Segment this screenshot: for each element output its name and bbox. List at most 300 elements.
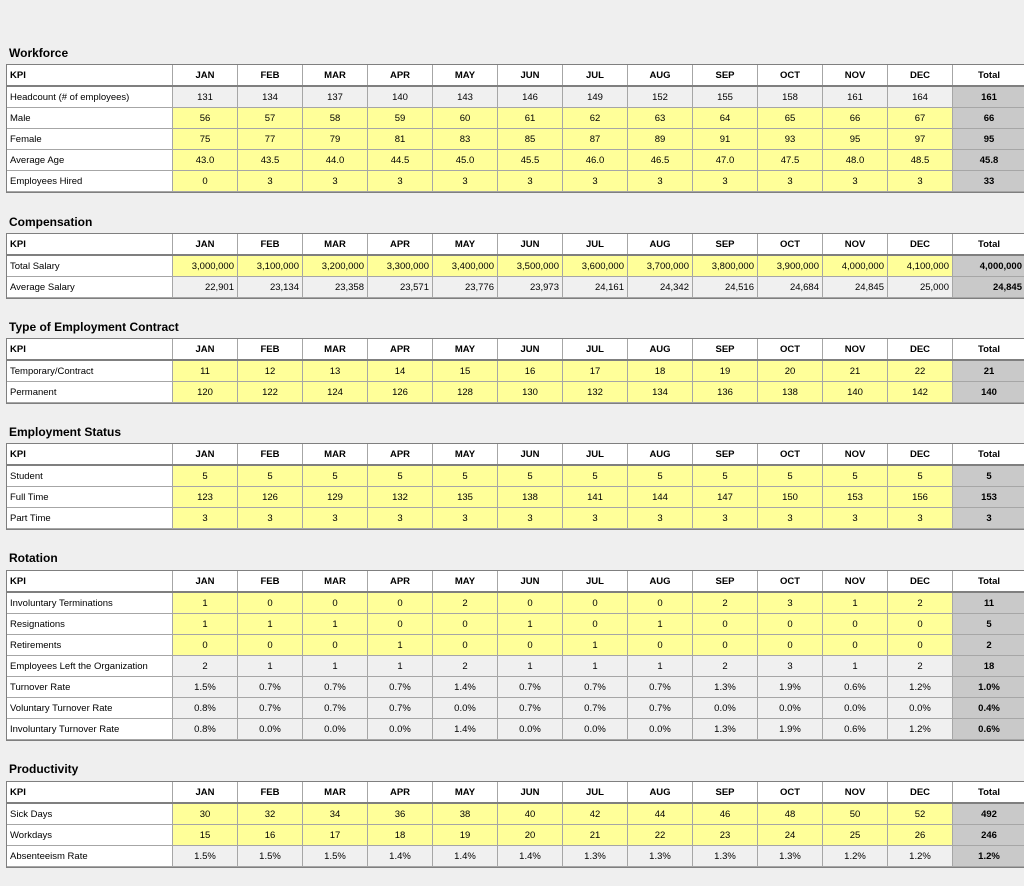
input-cell[interactable]: 2 bbox=[433, 592, 498, 614]
input-cell[interactable]: 32 bbox=[238, 803, 303, 825]
value-cell[interactable]: 0.7% bbox=[563, 677, 628, 698]
input-cell[interactable]: 3 bbox=[563, 171, 628, 192]
month-column-header[interactable]: APR bbox=[368, 782, 433, 804]
input-cell[interactable]: 62 bbox=[563, 108, 628, 129]
value-cell[interactable]: 25,000 bbox=[888, 277, 953, 298]
input-cell[interactable]: 93 bbox=[758, 129, 823, 150]
input-cell[interactable]: 3 bbox=[498, 508, 563, 529]
month-column-header[interactable]: OCT bbox=[758, 65, 823, 87]
month-column-header[interactable]: APR bbox=[368, 444, 433, 466]
value-cell[interactable]: 1.3% bbox=[693, 719, 758, 740]
month-column-header[interactable]: AUG bbox=[628, 782, 693, 804]
month-column-header[interactable]: MAR bbox=[303, 65, 368, 87]
value-cell[interactable]: 1.4% bbox=[433, 719, 498, 740]
total-column-header[interactable]: Total bbox=[953, 65, 1024, 87]
input-cell[interactable]: 87 bbox=[563, 129, 628, 150]
input-cell[interactable]: 21 bbox=[563, 825, 628, 846]
month-column-header[interactable]: MAY bbox=[433, 782, 498, 804]
month-column-header[interactable]: JUL bbox=[563, 65, 628, 87]
month-column-header[interactable]: OCT bbox=[758, 571, 823, 593]
month-column-header[interactable]: JUL bbox=[563, 339, 628, 361]
input-cell[interactable]: 0 bbox=[368, 614, 433, 635]
month-column-header[interactable]: JUN bbox=[498, 234, 563, 256]
input-cell[interactable]: 0 bbox=[823, 614, 888, 635]
input-cell[interactable]: 3,100,000 bbox=[238, 255, 303, 277]
input-cell[interactable]: 47.0 bbox=[693, 150, 758, 171]
value-cell[interactable]: 1.5% bbox=[173, 846, 238, 867]
month-column-header[interactable]: NOV bbox=[823, 782, 888, 804]
month-column-header[interactable]: JUN bbox=[498, 65, 563, 87]
value-cell[interactable]: 0.0% bbox=[823, 698, 888, 719]
value-cell[interactable]: 131 bbox=[173, 86, 238, 108]
total-cell[interactable]: 24,845 bbox=[953, 277, 1024, 298]
month-column-header[interactable]: FEB bbox=[238, 339, 303, 361]
value-cell[interactable]: 0.7% bbox=[628, 698, 693, 719]
input-cell[interactable]: 0 bbox=[433, 635, 498, 656]
input-cell[interactable]: 1 bbox=[173, 592, 238, 614]
input-cell[interactable]: 3 bbox=[628, 171, 693, 192]
input-cell[interactable]: 77 bbox=[238, 129, 303, 150]
input-cell[interactable]: 75 bbox=[173, 129, 238, 150]
total-cell[interactable]: 1.2% bbox=[953, 846, 1024, 867]
value-cell[interactable]: 23,571 bbox=[368, 277, 433, 298]
input-cell[interactable]: 0 bbox=[563, 614, 628, 635]
input-cell[interactable]: 132 bbox=[563, 382, 628, 403]
total-cell[interactable]: 2 bbox=[953, 635, 1024, 656]
input-cell[interactable]: 0 bbox=[368, 592, 433, 614]
input-cell[interactable]: 3,900,000 bbox=[758, 255, 823, 277]
value-cell[interactable]: 164 bbox=[888, 86, 953, 108]
month-column-header[interactable]: AUG bbox=[628, 571, 693, 593]
input-cell[interactable]: 64 bbox=[693, 108, 758, 129]
input-cell[interactable]: 140 bbox=[823, 382, 888, 403]
input-cell[interactable]: 3 bbox=[563, 508, 628, 529]
month-column-header[interactable]: APR bbox=[368, 65, 433, 87]
input-cell[interactable]: 129 bbox=[303, 487, 368, 508]
total-cell[interactable]: 161 bbox=[953, 86, 1024, 108]
total-cell[interactable]: 45.8 bbox=[953, 150, 1024, 171]
value-cell[interactable]: 0.7% bbox=[563, 698, 628, 719]
input-cell[interactable]: 0 bbox=[628, 592, 693, 614]
input-cell[interactable]: 36 bbox=[368, 803, 433, 825]
value-cell[interactable]: 0.8% bbox=[173, 698, 238, 719]
value-cell[interactable]: 1.4% bbox=[368, 846, 433, 867]
input-cell[interactable]: 18 bbox=[368, 825, 433, 846]
input-cell[interactable]: 3 bbox=[758, 508, 823, 529]
input-cell[interactable]: 3 bbox=[498, 171, 563, 192]
value-cell[interactable]: 1 bbox=[303, 656, 368, 677]
value-cell[interactable]: 0.6% bbox=[823, 677, 888, 698]
input-cell[interactable]: 3 bbox=[693, 508, 758, 529]
input-cell[interactable]: 43.0 bbox=[173, 150, 238, 171]
month-column-header[interactable]: JAN bbox=[173, 65, 238, 87]
input-cell[interactable]: 3 bbox=[238, 171, 303, 192]
value-cell[interactable]: 23,134 bbox=[238, 277, 303, 298]
value-cell[interactable]: 0.7% bbox=[368, 677, 433, 698]
value-cell[interactable]: 1 bbox=[563, 656, 628, 677]
input-cell[interactable]: 5 bbox=[628, 465, 693, 487]
input-cell[interactable]: 16 bbox=[498, 360, 563, 382]
value-cell[interactable]: 0.7% bbox=[498, 677, 563, 698]
input-cell[interactable]: 0 bbox=[823, 635, 888, 656]
kpi-column-header[interactable]: KPI bbox=[7, 234, 173, 256]
value-cell[interactable]: 0.0% bbox=[758, 698, 823, 719]
month-column-header[interactable]: NOV bbox=[823, 234, 888, 256]
value-cell[interactable]: 0.7% bbox=[628, 677, 693, 698]
month-column-header[interactable]: FEB bbox=[238, 444, 303, 466]
input-cell[interactable]: 1 bbox=[498, 614, 563, 635]
value-cell[interactable]: 143 bbox=[433, 86, 498, 108]
value-cell[interactable]: 1.9% bbox=[758, 677, 823, 698]
input-cell[interactable]: 0 bbox=[563, 592, 628, 614]
value-cell[interactable]: 0.7% bbox=[238, 677, 303, 698]
row-label[interactable]: Retirements bbox=[7, 635, 173, 656]
month-column-header[interactable]: FEB bbox=[238, 571, 303, 593]
input-cell[interactable]: 47.5 bbox=[758, 150, 823, 171]
input-cell[interactable]: 0 bbox=[628, 635, 693, 656]
row-label[interactable]: Student bbox=[7, 465, 173, 487]
value-cell[interactable]: 1 bbox=[628, 656, 693, 677]
month-column-header[interactable]: FEB bbox=[238, 234, 303, 256]
value-cell[interactable]: 23,776 bbox=[433, 277, 498, 298]
input-cell[interactable]: 40 bbox=[498, 803, 563, 825]
value-cell[interactable]: 23,358 bbox=[303, 277, 368, 298]
value-cell[interactable]: 0.7% bbox=[303, 698, 368, 719]
input-cell[interactable]: 156 bbox=[888, 487, 953, 508]
value-cell[interactable]: 0.0% bbox=[498, 719, 563, 740]
input-cell[interactable]: 0 bbox=[238, 635, 303, 656]
input-cell[interactable]: 4,100,000 bbox=[888, 255, 953, 277]
value-cell[interactable]: 1.3% bbox=[693, 677, 758, 698]
total-cell[interactable]: 18 bbox=[953, 656, 1024, 677]
value-cell[interactable]: 0.0% bbox=[433, 698, 498, 719]
input-cell[interactable]: 123 bbox=[173, 487, 238, 508]
input-cell[interactable]: 45.5 bbox=[498, 150, 563, 171]
value-cell[interactable]: 0.0% bbox=[303, 719, 368, 740]
value-cell[interactable]: 1.2% bbox=[888, 677, 953, 698]
input-cell[interactable]: 50 bbox=[823, 803, 888, 825]
input-cell[interactable]: 138 bbox=[758, 382, 823, 403]
row-label[interactable]: Absenteeism Rate bbox=[7, 846, 173, 867]
input-cell[interactable]: 0 bbox=[758, 635, 823, 656]
input-cell[interactable]: 0 bbox=[433, 614, 498, 635]
input-cell[interactable]: 85 bbox=[498, 129, 563, 150]
value-cell[interactable]: 2 bbox=[888, 656, 953, 677]
value-cell[interactable]: 146 bbox=[498, 86, 563, 108]
value-cell[interactable]: 24,684 bbox=[758, 277, 823, 298]
month-column-header[interactable]: JUN bbox=[498, 444, 563, 466]
month-column-header[interactable]: MAY bbox=[433, 65, 498, 87]
month-column-header[interactable]: MAR bbox=[303, 339, 368, 361]
input-cell[interactable]: 25 bbox=[823, 825, 888, 846]
month-column-header[interactable]: JUL bbox=[563, 571, 628, 593]
input-cell[interactable]: 1 bbox=[173, 614, 238, 635]
input-cell[interactable]: 21 bbox=[823, 360, 888, 382]
value-cell[interactable]: 152 bbox=[628, 86, 693, 108]
value-cell[interactable]: 0.0% bbox=[693, 698, 758, 719]
month-column-header[interactable]: DEC bbox=[888, 339, 953, 361]
input-cell[interactable]: 3 bbox=[693, 171, 758, 192]
month-column-header[interactable]: AUG bbox=[628, 65, 693, 87]
total-cell[interactable]: 21 bbox=[953, 360, 1024, 382]
total-cell[interactable]: 5 bbox=[953, 614, 1024, 635]
input-cell[interactable]: 5 bbox=[303, 465, 368, 487]
total-cell[interactable]: 153 bbox=[953, 487, 1024, 508]
row-label[interactable]: Involuntary Terminations bbox=[7, 592, 173, 614]
input-cell[interactable]: 1 bbox=[628, 614, 693, 635]
input-cell[interactable]: 3,800,000 bbox=[693, 255, 758, 277]
input-cell[interactable]: 3 bbox=[303, 508, 368, 529]
input-cell[interactable]: 136 bbox=[693, 382, 758, 403]
input-cell[interactable]: 46.0 bbox=[563, 150, 628, 171]
input-cell[interactable]: 22 bbox=[628, 825, 693, 846]
value-cell[interactable]: 140 bbox=[368, 86, 433, 108]
input-cell[interactable]: 19 bbox=[433, 825, 498, 846]
input-cell[interactable]: 3,600,000 bbox=[563, 255, 628, 277]
row-label[interactable]: Average Salary bbox=[7, 277, 173, 298]
value-cell[interactable]: 1.2% bbox=[888, 846, 953, 867]
value-cell[interactable]: 1.2% bbox=[888, 719, 953, 740]
input-cell[interactable]: 42 bbox=[563, 803, 628, 825]
total-column-header[interactable]: Total bbox=[953, 444, 1024, 466]
input-cell[interactable]: 1 bbox=[823, 592, 888, 614]
row-label[interactable]: Permanent bbox=[7, 382, 173, 403]
input-cell[interactable]: 16 bbox=[238, 825, 303, 846]
input-cell[interactable]: 30 bbox=[173, 803, 238, 825]
value-cell[interactable]: 155 bbox=[693, 86, 758, 108]
value-cell[interactable]: 1 bbox=[498, 656, 563, 677]
total-cell[interactable]: 1.0% bbox=[953, 677, 1024, 698]
month-column-header[interactable]: NOV bbox=[823, 65, 888, 87]
input-cell[interactable]: 120 bbox=[173, 382, 238, 403]
kpi-column-header[interactable]: KPI bbox=[7, 571, 173, 593]
kpi-column-header[interactable]: KPI bbox=[7, 65, 173, 87]
input-cell[interactable]: 3 bbox=[758, 592, 823, 614]
value-cell[interactable]: 1.3% bbox=[693, 846, 758, 867]
row-label[interactable]: Resignations bbox=[7, 614, 173, 635]
value-cell[interactable]: 24,161 bbox=[563, 277, 628, 298]
input-cell[interactable]: 79 bbox=[303, 129, 368, 150]
month-column-header[interactable]: OCT bbox=[758, 234, 823, 256]
month-column-header[interactable]: JAN bbox=[173, 571, 238, 593]
input-cell[interactable]: 20 bbox=[758, 360, 823, 382]
total-cell[interactable]: 11 bbox=[953, 592, 1024, 614]
input-cell[interactable]: 1 bbox=[368, 635, 433, 656]
total-column-header[interactable]: Total bbox=[953, 234, 1024, 256]
total-cell[interactable]: 5 bbox=[953, 465, 1024, 487]
input-cell[interactable]: 66 bbox=[823, 108, 888, 129]
input-cell[interactable]: 126 bbox=[238, 487, 303, 508]
input-cell[interactable]: 153 bbox=[823, 487, 888, 508]
value-cell[interactable]: 24,342 bbox=[628, 277, 693, 298]
input-cell[interactable]: 142 bbox=[888, 382, 953, 403]
total-cell[interactable]: 246 bbox=[953, 825, 1024, 846]
input-cell[interactable]: 141 bbox=[563, 487, 628, 508]
input-cell[interactable]: 122 bbox=[238, 382, 303, 403]
row-label[interactable]: Turnover Rate bbox=[7, 677, 173, 698]
month-column-header[interactable]: JUL bbox=[563, 234, 628, 256]
input-cell[interactable]: 46 bbox=[693, 803, 758, 825]
total-column-header[interactable]: Total bbox=[953, 571, 1024, 593]
input-cell[interactable]: 26 bbox=[888, 825, 953, 846]
total-cell[interactable]: 95 bbox=[953, 129, 1024, 150]
row-label[interactable]: Workdays bbox=[7, 825, 173, 846]
value-cell[interactable]: 22,901 bbox=[173, 277, 238, 298]
month-column-header[interactable]: APR bbox=[368, 571, 433, 593]
total-cell[interactable]: 66 bbox=[953, 108, 1024, 129]
input-cell[interactable]: 132 bbox=[368, 487, 433, 508]
row-label[interactable]: Male bbox=[7, 108, 173, 129]
month-column-header[interactable]: JUN bbox=[498, 339, 563, 361]
month-column-header[interactable]: NOV bbox=[823, 339, 888, 361]
value-cell[interactable]: 24,516 bbox=[693, 277, 758, 298]
input-cell[interactable]: 3 bbox=[888, 171, 953, 192]
month-column-header[interactable]: JAN bbox=[173, 444, 238, 466]
total-column-header[interactable]: Total bbox=[953, 339, 1024, 361]
value-cell[interactable]: 1 bbox=[238, 656, 303, 677]
input-cell[interactable]: 5 bbox=[238, 465, 303, 487]
input-cell[interactable]: 3 bbox=[823, 171, 888, 192]
month-column-header[interactable]: MAY bbox=[433, 571, 498, 593]
value-cell[interactable]: 1 bbox=[823, 656, 888, 677]
input-cell[interactable]: 5 bbox=[758, 465, 823, 487]
month-column-header[interactable]: DEC bbox=[888, 444, 953, 466]
row-label[interactable]: Sick Days bbox=[7, 803, 173, 825]
input-cell[interactable]: 3 bbox=[433, 508, 498, 529]
value-cell[interactable]: 0.6% bbox=[823, 719, 888, 740]
input-cell[interactable]: 5 bbox=[173, 465, 238, 487]
value-cell[interactable]: 0.0% bbox=[563, 719, 628, 740]
value-cell[interactable]: 2 bbox=[173, 656, 238, 677]
kpi-column-header[interactable]: KPI bbox=[7, 782, 173, 804]
input-cell[interactable]: 3 bbox=[823, 508, 888, 529]
month-column-header[interactable]: JAN bbox=[173, 234, 238, 256]
value-cell[interactable]: 1.3% bbox=[758, 846, 823, 867]
month-column-header[interactable]: SEP bbox=[693, 782, 758, 804]
kpi-column-header[interactable]: KPI bbox=[7, 444, 173, 466]
value-cell[interactable]: 23,973 bbox=[498, 277, 563, 298]
input-cell[interactable]: 147 bbox=[693, 487, 758, 508]
value-cell[interactable]: 24,845 bbox=[823, 277, 888, 298]
total-cell[interactable]: 140 bbox=[953, 382, 1024, 403]
input-cell[interactable]: 0 bbox=[888, 635, 953, 656]
month-column-header[interactable]: AUG bbox=[628, 444, 693, 466]
value-cell[interactable]: 0.0% bbox=[238, 719, 303, 740]
input-cell[interactable]: 44 bbox=[628, 803, 693, 825]
input-cell[interactable]: 128 bbox=[433, 382, 498, 403]
value-cell[interactable]: 0.7% bbox=[303, 677, 368, 698]
value-cell[interactable]: 0.0% bbox=[888, 698, 953, 719]
month-column-header[interactable]: NOV bbox=[823, 571, 888, 593]
month-column-header[interactable]: SEP bbox=[693, 444, 758, 466]
input-cell[interactable]: 11 bbox=[173, 360, 238, 382]
month-column-header[interactable]: JAN bbox=[173, 339, 238, 361]
value-cell[interactable]: 1.5% bbox=[173, 677, 238, 698]
value-cell[interactable]: 149 bbox=[563, 86, 628, 108]
value-cell[interactable]: 1.4% bbox=[433, 677, 498, 698]
row-label[interactable]: Headcount (# of employees) bbox=[7, 86, 173, 108]
month-column-header[interactable]: MAY bbox=[433, 444, 498, 466]
total-cell[interactable]: 0.4% bbox=[953, 698, 1024, 719]
month-column-header[interactable]: JAN bbox=[173, 782, 238, 804]
month-column-header[interactable]: FEB bbox=[238, 65, 303, 87]
input-cell[interactable]: 13 bbox=[303, 360, 368, 382]
input-cell[interactable]: 60 bbox=[433, 108, 498, 129]
input-cell[interactable]: 22 bbox=[888, 360, 953, 382]
input-cell[interactable]: 0 bbox=[498, 592, 563, 614]
input-cell[interactable]: 5 bbox=[563, 465, 628, 487]
input-cell[interactable]: 44.0 bbox=[303, 150, 368, 171]
input-cell[interactable]: 3 bbox=[628, 508, 693, 529]
row-label[interactable]: Voluntary Turnover Rate bbox=[7, 698, 173, 719]
input-cell[interactable]: 3 bbox=[173, 508, 238, 529]
input-cell[interactable]: 0 bbox=[303, 592, 368, 614]
value-cell[interactable]: 1.5% bbox=[238, 846, 303, 867]
month-column-header[interactable]: JUN bbox=[498, 571, 563, 593]
total-cell[interactable]: 33 bbox=[953, 171, 1024, 192]
month-column-header[interactable]: DEC bbox=[888, 571, 953, 593]
input-cell[interactable]: 1 bbox=[238, 614, 303, 635]
row-label[interactable]: Full Time bbox=[7, 487, 173, 508]
value-cell[interactable]: 0.0% bbox=[628, 719, 693, 740]
value-cell[interactable]: 158 bbox=[758, 86, 823, 108]
input-cell[interactable]: 3,200,000 bbox=[303, 255, 368, 277]
month-column-header[interactable]: MAR bbox=[303, 571, 368, 593]
value-cell[interactable]: 0.7% bbox=[368, 698, 433, 719]
input-cell[interactable]: 0 bbox=[173, 635, 238, 656]
input-cell[interactable]: 124 bbox=[303, 382, 368, 403]
input-cell[interactable]: 14 bbox=[368, 360, 433, 382]
input-cell[interactable]: 24 bbox=[758, 825, 823, 846]
input-cell[interactable]: 0 bbox=[238, 592, 303, 614]
input-cell[interactable]: 5 bbox=[888, 465, 953, 487]
input-cell[interactable]: 138 bbox=[498, 487, 563, 508]
value-cell[interactable]: 1.4% bbox=[498, 846, 563, 867]
month-column-header[interactable]: SEP bbox=[693, 234, 758, 256]
input-cell[interactable]: 3 bbox=[368, 508, 433, 529]
input-cell[interactable]: 4,000,000 bbox=[823, 255, 888, 277]
month-column-header[interactable]: MAY bbox=[433, 339, 498, 361]
input-cell[interactable]: 52 bbox=[888, 803, 953, 825]
input-cell[interactable]: 67 bbox=[888, 108, 953, 129]
input-cell[interactable]: 19 bbox=[693, 360, 758, 382]
month-column-header[interactable]: MAR bbox=[303, 444, 368, 466]
input-cell[interactable]: 91 bbox=[693, 129, 758, 150]
month-column-header[interactable]: JUL bbox=[563, 782, 628, 804]
input-cell[interactable]: 150 bbox=[758, 487, 823, 508]
input-cell[interactable]: 17 bbox=[563, 360, 628, 382]
input-cell[interactable]: 0 bbox=[173, 171, 238, 192]
row-label[interactable]: Female bbox=[7, 129, 173, 150]
value-cell[interactable]: 137 bbox=[303, 86, 368, 108]
input-cell[interactable]: 34 bbox=[303, 803, 368, 825]
month-column-header[interactable]: FEB bbox=[238, 782, 303, 804]
input-cell[interactable]: 0 bbox=[888, 614, 953, 635]
kpi-column-header[interactable]: KPI bbox=[7, 339, 173, 361]
month-column-header[interactable]: MAR bbox=[303, 782, 368, 804]
total-column-header[interactable]: Total bbox=[953, 782, 1024, 804]
input-cell[interactable]: 3 bbox=[368, 171, 433, 192]
row-label[interactable]: Involuntary Turnover Rate bbox=[7, 719, 173, 740]
input-cell[interactable]: 65 bbox=[758, 108, 823, 129]
month-column-header[interactable]: JUL bbox=[563, 444, 628, 466]
value-cell[interactable]: 1.4% bbox=[433, 846, 498, 867]
total-cell[interactable]: 492 bbox=[953, 803, 1024, 825]
month-column-header[interactable]: OCT bbox=[758, 444, 823, 466]
row-label[interactable]: Total Salary bbox=[7, 255, 173, 277]
input-cell[interactable]: 3,000,000 bbox=[173, 255, 238, 277]
input-cell[interactable]: 0 bbox=[693, 635, 758, 656]
